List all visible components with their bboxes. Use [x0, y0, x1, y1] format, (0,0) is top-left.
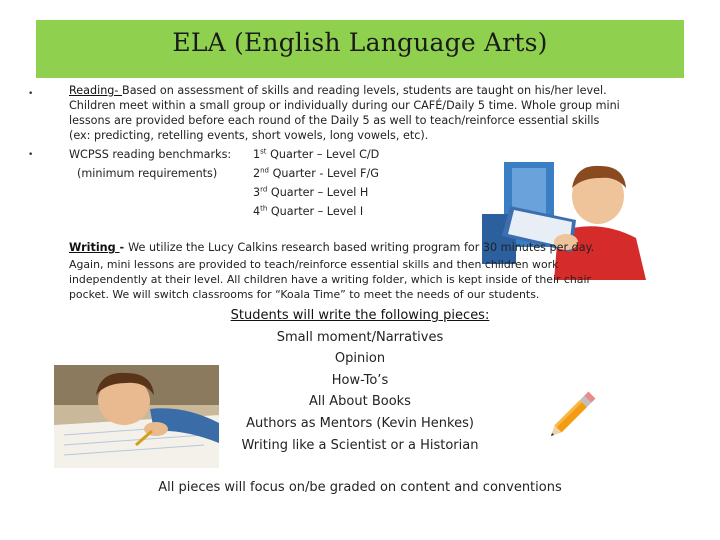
piece-item: Writing like a Scientist or a Historian — [241, 438, 479, 453]
reading-line-2: Children meet within a small group or individually during our CAFÉ/Daily 5 time. Whole group mini — [69, 99, 620, 112]
pieces-footer: All pieces will focus on/be graded on content and conventions — [158, 480, 562, 495]
pencil-icon — [545, 382, 605, 442]
writing-line-2: Again, mini lessons are provided to teach/reinforce essential skills and then children work — [69, 258, 559, 271]
writing-line-4: pocket. We will switch classrooms for “Koala Time” to meet the needs of our students. — [69, 288, 540, 301]
benchmarks-label: WCPSS reading benchmarks: — [69, 148, 232, 161]
piece-item: Authors as Mentors (Kevin Henkes) — [246, 416, 474, 431]
benchmarks-sublabel: (minimum requirements) — [77, 167, 218, 180]
boy-writing-photo — [54, 365, 219, 468]
reading-text: Based on assessment of skills and reading levels, students are taught on his/her level. — [122, 84, 607, 97]
reading-line-4: (ex: predicting, retelling events, short vowels, long vowels, etc). — [69, 129, 429, 142]
writing-line-3: independently at their level. All children have a writing folder, which is kept inside of their chair — [69, 273, 591, 286]
writing-label: Writing — [69, 241, 120, 254]
pieces-heading: Students will write the following pieces: — [230, 308, 490, 323]
bullet-dot: • — [28, 150, 34, 160]
piece-item: Small moment/Narratives — [276, 330, 444, 345]
reading-line-3: lessons are provided before each round of the Daily 5 as well to teach/reinforce essential skills — [69, 114, 600, 127]
reading-line-1 — [69, 83, 607, 98]
benchmark-q2: 2nd Quarter - Level F/G — [253, 166, 379, 180]
benchmark-q4: 4th Quarter – Level I — [253, 204, 364, 218]
benchmark-q1: 1st Quarter – Level C/D — [253, 147, 380, 161]
piece-item: All About Books — [309, 394, 411, 409]
page-title: ELA (English Language Arts) — [172, 28, 548, 57]
reading-label: Reading- — [69, 84, 123, 97]
piece-item: Opinion — [334, 351, 386, 366]
writing-text: We utilize the Lucy Calkins research based writing program for 30 minutes per day. — [128, 241, 595, 254]
writing-line-1: Writing - We utilize the Lucy Calkins research based writing program for 30 minutes per day. — [69, 241, 595, 254]
bullet-dot: • — [28, 89, 34, 99]
piece-item: How-To’s — [331, 373, 389, 388]
benchmark-q3: 3rd Quarter – Level H — [253, 185, 369, 199]
